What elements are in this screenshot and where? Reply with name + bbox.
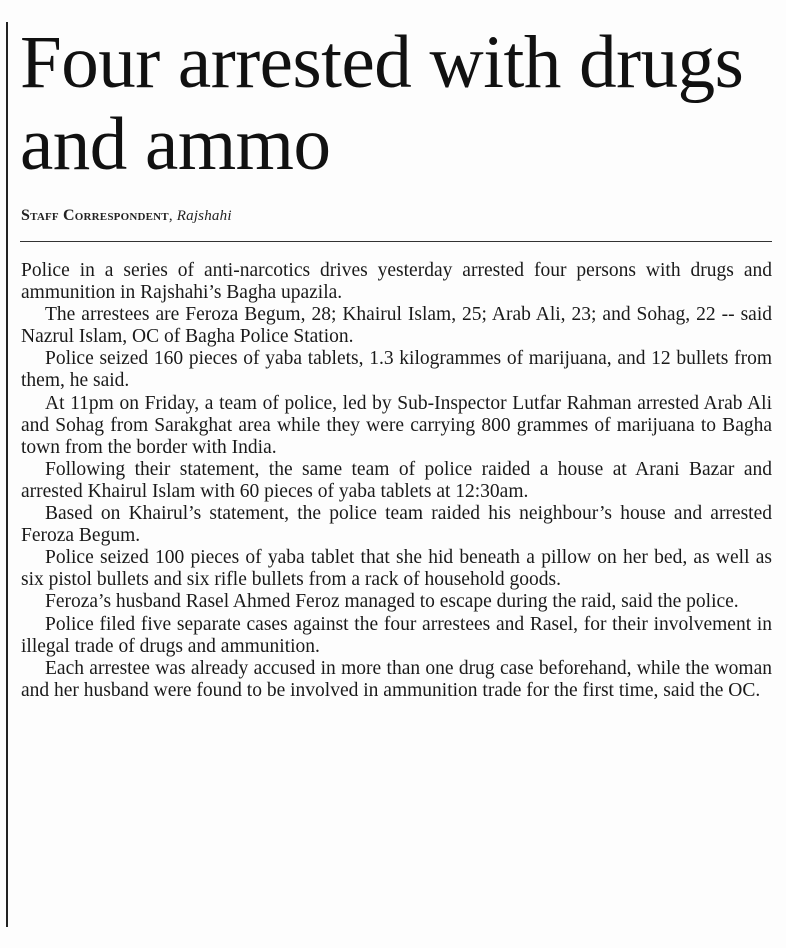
article-body — [21, 260, 772, 702]
paragraph: Based on Khairul’s statement, the police team raided his neighbour’s house and arrested Feroza Begum. — [21, 503, 772, 547]
byline-author: Staff Correspondent — [21, 207, 169, 224]
paragraph: At 11pm on Friday, a team of police, led by Sub-Inspector Lutfar Rahman arrested Arab Ali and Sohag from Sarakghat area while they were carrying 800 grammes of marijuana to Bagha town from the border with India. — [21, 392, 772, 458]
column-rule — [6, 22, 8, 927]
byline-location: Rajshahi — [176, 208, 232, 224]
byline — [21, 207, 232, 225]
paragraph: Each arrestee was already accused in more than one drug case beforehand, while the woman and her husband were found to be involved in ammunition trade for the first time, said the OC. — [21, 657, 772, 701]
paragraph: Police seized 160 pieces of yaba tablets, 1.3 kilogrammes of marijuana, and 12 bullets from them, he said. — [21, 348, 772, 392]
paragraph: The arrestees are Feroza Begum, 28; Khairul Islam, 25; Arab Ali, 23; and Sohag, 22 -- said Nazrul Islam, OC of Bagha Police Station. — [21, 304, 772, 348]
paragraph: Feroza’s husband Rasel Ahmed Feroz managed to escape during the raid, said the police. — [45, 591, 739, 613]
paragraph: Police seized 100 pieces of yaba tablet that she hid beneath a pillow on her bed, as well as six pistol bullets and six rifle bullets from a rack of household goods. — [21, 547, 772, 591]
headline: Four arrested with drugs and ammo — [20, 21, 744, 186]
byline-divider — [20, 241, 772, 242]
paragraph: Police filed five separate cases against the four arrestees and Rasel, for their involvement in illegal trade of drugs and ammunition. — [21, 613, 772, 657]
paragraph: Police in a series of anti-narcotics drives yesterday arrested four persons with drugs and ammunition in Rajshahi’s Bagha upazila. — [21, 260, 772, 304]
paragraph: Following their statement, the same team of police raided a house at Arani Bazar and arrested Khairul Islam with 60 pieces of yaba tablets at 12:30am. — [21, 458, 772, 502]
byline-separator: , — [168, 208, 177, 224]
